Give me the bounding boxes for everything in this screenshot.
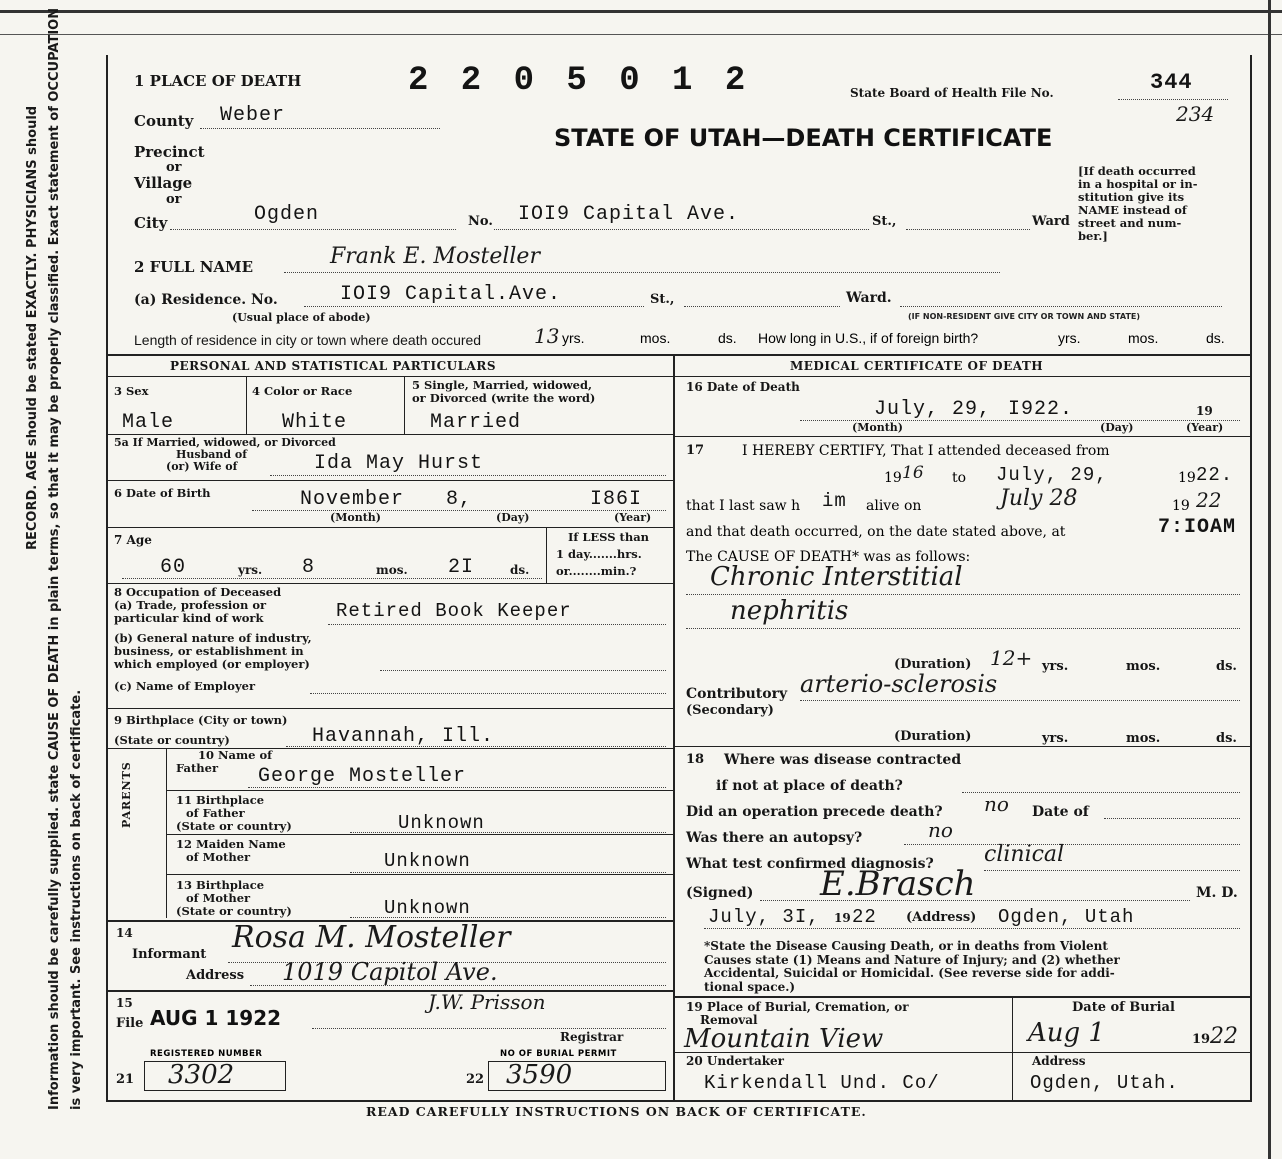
mother-birthplace-value: Unknown [384, 897, 471, 919]
cell-divider [546, 527, 547, 583]
signed-address: Ogden, Utah [998, 906, 1135, 928]
dob-month: November [300, 488, 405, 511]
less-than-min: or........min.? [556, 564, 637, 578]
date-of-death-19: 19 [1196, 404, 1213, 418]
burial-permit-label: NO OF BURIAL PERMIT [500, 1049, 617, 1059]
dotted-line [904, 844, 1240, 845]
foreign-yrs-label: yrs. [1058, 330, 1081, 346]
burial-place-label-1: 19 Place of Burial, Cremation, or [686, 1000, 909, 1014]
last-saw-19: 19 [1172, 498, 1190, 514]
page-edge-line [0, 34, 1282, 35]
page-edge-top [0, 10, 1282, 13]
footnote-line: Causes state (1) Means and Nature of Injury; and (2) whether [704, 952, 1120, 967]
foreign-ds-label: ds. [1206, 330, 1225, 346]
row-divider [106, 748, 673, 749]
dotted-line [286, 746, 666, 747]
informant-number: 14 [116, 926, 133, 940]
residence-yrs-label: yrs. [562, 330, 585, 346]
dotted-line [800, 700, 1240, 701]
row-divider [106, 708, 673, 709]
occupation-b-label-3: which employed (or employer) [114, 657, 310, 671]
hospital-note [1078, 165, 1197, 243]
dotted-line [304, 306, 644, 307]
hospital-note-line: NAME instead of [1078, 203, 1187, 217]
row-divider [106, 376, 673, 377]
or-label: or [166, 192, 182, 207]
test-label: What test confirmed diagnosis? [686, 856, 934, 872]
file-date-stamp: AUG 1 1922 [150, 1006, 282, 1030]
father-birthplace-value: Unknown [398, 812, 485, 834]
occupation-b-label-1: (b) General nature of industry, [114, 631, 312, 645]
informant-address-value: 1019 Capitol Ave. [282, 958, 498, 986]
dotted-line [312, 1028, 666, 1029]
street-number-value: IOI9 Capital Ave. [518, 203, 740, 226]
dod-day-caption: (Day) [1100, 421, 1134, 434]
certificate-number: 2 2 0 5 0 1 2 [408, 62, 752, 100]
page-edge-right [1268, 0, 1271, 1159]
birthplace-label-2: (State or country) [114, 733, 230, 747]
row-divider [673, 1052, 1251, 1053]
dod-year-caption: (Year) [1186, 421, 1224, 434]
age-mos-label: mos. [376, 563, 408, 577]
row-divider [673, 376, 1251, 377]
burial-permit-prefix: 22 [466, 1072, 485, 1087]
residence-years-value: 13 [534, 324, 560, 348]
date-of-death-year: I922. [1008, 398, 1074, 421]
duration-mos-label: mos. [1126, 659, 1161, 674]
spouse-label-3: (or) Wife of [166, 460, 238, 473]
burial-place-value: Mountain View [684, 1024, 884, 1054]
abode-note: (Usual place of abode) [232, 311, 371, 324]
footnote [704, 940, 1120, 994]
registered-number-prefix: 21 [116, 1072, 135, 1087]
father-birthplace-label-3: (State or country) [176, 819, 292, 833]
duration-value: 12+ [990, 646, 1033, 670]
last-saw-year: 22 [1196, 488, 1222, 512]
registered-number-label: REGISTERED NUMBER [150, 1049, 263, 1059]
mother-birthplace-label-3: (State or country) [176, 904, 292, 918]
dotted-line [900, 306, 1222, 307]
duration-2-label: (Duration) [894, 729, 972, 744]
date-of-death-value: July, 29, [874, 398, 992, 421]
operation-value: no [984, 792, 1009, 816]
mother-name-label-2: of Mother [186, 850, 251, 864]
dotted-line [350, 832, 666, 833]
dotted-line [122, 578, 542, 579]
certify-text: I HEREBY CERTIFY, That I attended deceased from [742, 443, 1110, 459]
date-of-label: Date of [1032, 804, 1089, 820]
dotted-line [350, 872, 666, 873]
dotted-line [252, 510, 666, 511]
test-value: clinical [984, 842, 1065, 867]
occupation-a-label-1: (a) Trade, profession or [114, 598, 267, 612]
occupation-value: Retired Book Keeper [336, 600, 572, 622]
city-value: Ogden [254, 203, 320, 226]
certify-number: 17 [686, 443, 705, 458]
burial-date-19: 19 [1192, 1032, 1211, 1047]
board-file-label: State Board of Health File No. [850, 86, 1054, 100]
father-label-1: 10 Name of [198, 748, 273, 762]
dotted-line [270, 475, 666, 476]
residence-mos-label: mos. [640, 330, 671, 346]
residence-st-label: St., [650, 292, 675, 307]
secondary-label: (Secondary) [686, 703, 774, 718]
row-divider [106, 583, 673, 584]
cause-label: The CAUSE OF DEATH* was as follows: [686, 549, 971, 565]
dotted-line [494, 229, 869, 230]
side-line-2: Information should be carefully supplied. state CAUSE OF DEATH in plain terms, so that it may be properly classified. Exact statement of OCCUPATION [47, 7, 62, 1110]
address-label: (Address) [906, 910, 977, 925]
duration-2-mos-label: mos. [1126, 731, 1161, 746]
dob-label: 6 Date of Birth [114, 486, 211, 500]
q18-text-2: if not at place of death? [716, 778, 903, 794]
row-divider [673, 746, 1251, 747]
marital-value: Married [430, 411, 522, 434]
father-birthplace-label-2: of Father [186, 806, 245, 820]
mother-name-value: Unknown [384, 850, 471, 872]
personal-heading: PERSONAL AND STATISTICAL PARTICULARS [170, 359, 497, 373]
q18-number: 18 [686, 752, 705, 767]
burial-date-label: Date of Burial [1072, 1000, 1175, 1015]
dotted-line [200, 128, 440, 129]
file-label: File [116, 1016, 144, 1031]
marital-label-2: or Divorced (write the word) [412, 391, 596, 405]
board-file-number-2: 234 [1176, 102, 1215, 126]
or-label: or [166, 160, 182, 175]
residence-label: (a) Residence. No. [134, 292, 278, 308]
cause-line-2: nephritis [730, 596, 849, 626]
row-divider [106, 434, 673, 435]
dotted-line [310, 693, 666, 694]
last-saw-label: that I last saw h [686, 498, 801, 514]
last-saw-date: July 28 [1000, 486, 1078, 511]
registered-number-value: 3302 [168, 1060, 235, 1090]
informant-address-label: Address [186, 968, 245, 983]
residence-ds-label: ds. [718, 330, 737, 346]
dotted-line [328, 624, 666, 625]
less-than-label: If LESS than [568, 530, 650, 544]
dotted-line [1104, 818, 1240, 819]
age-ds-label: ds. [510, 563, 530, 577]
spouse-label-2: Husband of [176, 448, 247, 461]
date-of-death-label: 16 Date of Death [686, 380, 800, 394]
place-of-death-label: 1 PLACE OF DEATH [134, 72, 302, 90]
from-year: 16 [902, 463, 924, 483]
form-bottom-border [106, 1100, 1252, 1102]
signed-year: 22 [852, 906, 877, 928]
row-divider [106, 480, 673, 481]
hospital-note-line: in a hospital or in- [1078, 177, 1198, 191]
dotted-line [906, 229, 1030, 230]
parents-divider [166, 748, 167, 918]
alive-on-label: alive on [866, 498, 922, 514]
race-label: 4 Color or Race [252, 384, 353, 398]
hospital-note-line: street and num- [1078, 216, 1182, 230]
signed-label: (Signed) [686, 885, 754, 901]
registrar-signature: J.W. Prisson [428, 990, 546, 1014]
parents-label: PARENTS [120, 761, 133, 828]
row-divider [166, 834, 673, 835]
duration-ds-label: ds. [1216, 659, 1237, 674]
informant-signature: Rosa M. Mosteller [232, 920, 511, 955]
board-file-number: 344 [1150, 70, 1193, 95]
birthplace-value: Havannah, Ill. [312, 725, 495, 748]
burial-date-value: Aug 1 [1028, 1018, 1105, 1048]
father-birthplace-label-1: 11 Birthplace [176, 793, 265, 807]
birthplace-label-1: 9 Birthplace (City or town) [114, 713, 288, 727]
full-name-label: 2 FULL NAME [134, 258, 254, 276]
hospital-note-line: ber.] [1078, 229, 1108, 243]
undertaker-address-label: Address [1032, 1054, 1086, 1068]
q18-text-1: Where was disease contracted [724, 752, 962, 768]
autopsy-label: Was there an autopsy? [686, 830, 863, 846]
cause-line-1: Chronic Interstitial [710, 562, 963, 592]
autopsy-value: no [928, 818, 953, 842]
form-left-border [106, 55, 108, 1100]
dotted-line [250, 985, 666, 986]
burial-date-year: 22 [1210, 1024, 1238, 1049]
informant-label: Informant [132, 947, 207, 962]
duration-yrs-label: yrs. [1042, 659, 1069, 674]
dotted-line [284, 272, 1000, 273]
row-divider [106, 527, 673, 528]
side-line-3: is very important. See instructions on back of certificate. [69, 689, 84, 1110]
cell-divider [246, 376, 247, 434]
footer-instructions: READ CAREFULLY INSTRUCTIONS ON BACK OF CERTIFICATE. [366, 1104, 867, 1119]
dotted-line [170, 229, 456, 230]
cell-divider [404, 376, 405, 434]
undertaker-label: 20 Undertaker [686, 1054, 785, 1068]
spouse-label-1: 5a If Married, widowed, or Divorced [114, 436, 336, 449]
contributory-value: arterio-sclerosis [800, 670, 998, 698]
dotted-line [248, 787, 666, 788]
time-of-death: 7:IOAM [1158, 516, 1237, 539]
dotted-line [686, 628, 1240, 629]
village-label: Village [134, 174, 193, 192]
nonresident-note: (IF NON-RESIDENT GIVE CITY OR TOWN AND STATE) [908, 312, 1141, 321]
file-number-label: 15 [116, 996, 133, 1010]
less-than-hrs: 1 day.......hrs. [556, 547, 642, 561]
to-date: July, 29, [996, 464, 1108, 486]
dotted-line [984, 870, 1240, 871]
mother-birthplace-label-1: 13 Birthplace [176, 878, 265, 892]
age-yrs-label: yrs. [238, 563, 263, 577]
occupation-b-label-2: business, or establishment in [114, 644, 304, 658]
father-value: George Mosteller [258, 765, 467, 788]
age-years: 60 [160, 556, 187, 579]
undertaker-address-value: Ogden, Utah. [1030, 1072, 1179, 1094]
city-label: City [134, 214, 168, 232]
age-label: 7 Age [114, 533, 152, 547]
dotted-line [1118, 99, 1228, 100]
mother-birthplace-label-2: of Mother [186, 891, 251, 905]
occupation-a-label-2: particular kind of work [114, 611, 264, 625]
physician-signature: E.Brasch [820, 864, 976, 904]
to-19: 19 [1178, 470, 1196, 486]
operation-label: Did an operation precede death? [686, 804, 943, 820]
hospital-note-line: [If death occurred [1078, 164, 1196, 178]
footnote-line: tional space.) [704, 979, 796, 994]
dod-month-caption: (Month) [852, 421, 903, 434]
employer-label: (c) Name of Employer [114, 679, 256, 693]
dotted-line [760, 900, 1190, 901]
father-label-2: Father [176, 761, 219, 775]
occupation-label: 8 Occupation of Deceased [114, 585, 282, 599]
foreign-birth-label: How long in U.S., if of foreign birth? [758, 330, 979, 346]
age-days: 2I [448, 556, 475, 579]
ward-label: Ward [1032, 214, 1070, 229]
footnote-line: *State the Disease Causing Death, or in deaths from Violent [704, 939, 1108, 953]
dotted-line [350, 917, 666, 918]
dotted-line [380, 670, 666, 671]
street-number-label: No. [468, 214, 493, 229]
dotted-line [684, 306, 840, 307]
death-occurred-label: and that death occurred, on the date stated above, at [686, 524, 1066, 540]
length-of-residence-label: Length of residence in city or town where death occured [134, 332, 482, 348]
dotted-line [704, 928, 1240, 929]
street-label: St., [872, 214, 897, 229]
last-saw-him: im [822, 490, 847, 512]
county-label: County [134, 112, 194, 130]
duration-2-ds-label: ds. [1216, 731, 1237, 746]
md-label: M. D. [1196, 885, 1238, 901]
burial-place-label-2: Removal [700, 1013, 758, 1027]
dob-month-caption: (Month) [330, 511, 381, 524]
row-divider [673, 996, 1251, 998]
footnote-line: Accidental, Suicidal or Homicidal. (See reverse side for addi- [704, 966, 1115, 980]
full-name-value: Frank E. Mosteller [330, 244, 540, 269]
side-line-1: RECORD. AGE should be stated EXACTLY. PHYSICIANS should [25, 105, 40, 550]
age-months: 8 [302, 556, 316, 579]
sex-value: Male [122, 411, 175, 434]
row-divider [166, 790, 673, 791]
residence-ward-label: Ward. [846, 290, 892, 306]
from-19: 19 [884, 470, 902, 486]
cell-divider [1012, 996, 1013, 1100]
hospital-note-line: stitution give its [1078, 190, 1185, 204]
form-right-border [1250, 55, 1252, 1100]
to-label: to [952, 470, 967, 486]
duration-2-yrs-label: yrs. [1042, 731, 1069, 746]
side-instructions [22, 7, 102, 1110]
spouse-value: Ida May Hurst [314, 452, 484, 475]
certificate-title: STATE OF UTAH—DEATH CERTIFICATE [554, 124, 1053, 152]
dob-day-caption: (Day) [496, 511, 530, 524]
row-divider [166, 874, 673, 875]
medical-heading: MEDICAL CERTIFICATE OF DEATH [790, 359, 1044, 373]
to-year: 22. [1196, 464, 1234, 486]
marital-label-1: 5 Single, Married, widowed, [412, 378, 593, 392]
mother-name-label-1: 12 Maiden Name [176, 837, 286, 851]
center-divider [673, 354, 675, 1100]
undertaker-value: Kirkendall Und. Co/ [704, 1072, 940, 1094]
dob-day: 8, [446, 488, 473, 511]
county-value: Weber [220, 104, 286, 127]
section-divider [106, 354, 1252, 356]
row-divider [673, 436, 1251, 437]
precinct-label: Precinct [134, 143, 205, 161]
contributory-label: Contributory [686, 686, 788, 702]
signed-19: 19 [834, 911, 851, 925]
duration-label: (Duration) [894, 657, 972, 672]
registrar-label: Registrar [560, 1030, 624, 1044]
burial-permit-value: 3590 [506, 1060, 573, 1090]
sex-label: 3 Sex [114, 384, 149, 398]
signed-date: July, 3I, [708, 906, 820, 928]
dob-year: I86I [590, 488, 643, 511]
race-value: White [282, 411, 348, 434]
dotted-line [686, 594, 1240, 595]
foreign-mos-label: mos. [1128, 330, 1159, 346]
residence-value: IOI9 Capital.Ave. [340, 283, 562, 306]
dob-year-caption: (Year) [614, 511, 652, 524]
row-divider [106, 990, 673, 992]
